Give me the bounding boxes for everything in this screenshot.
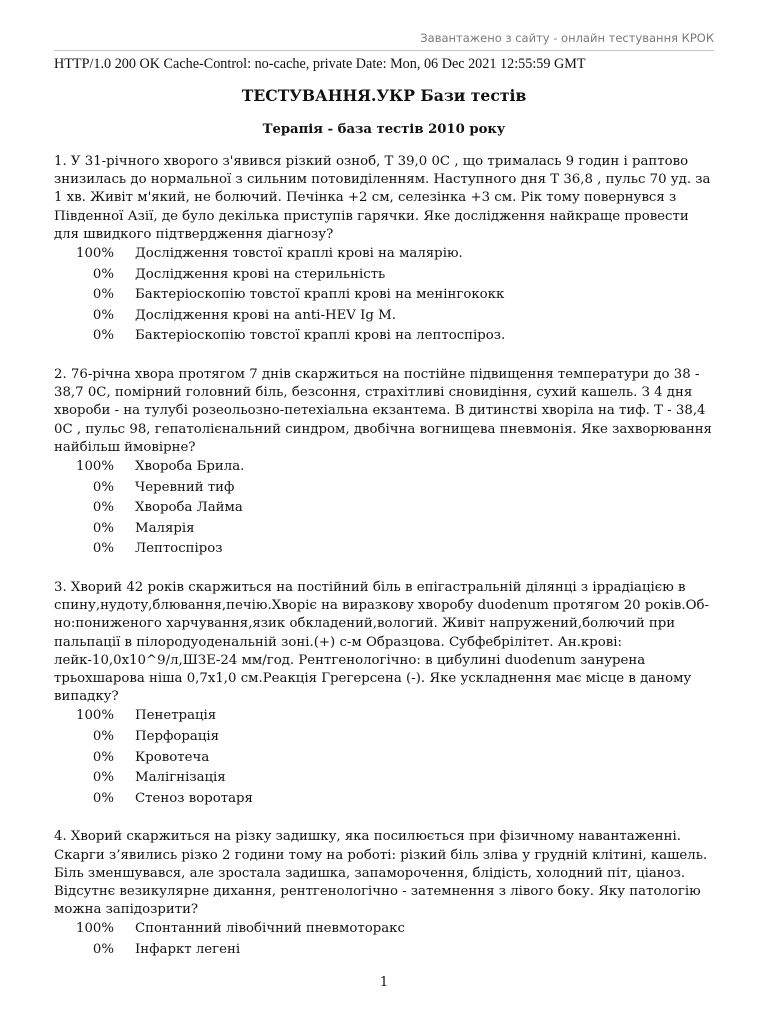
answer-percent: 100% xyxy=(75,246,114,262)
answer-percent: 0% xyxy=(92,941,114,957)
question-text: 4. Хворий скаржиться на різку задишку, яка посилюється при фізичному навантаженні. Скарги з’явились різко 2 години тому на роботі: різкий біль зліва у грудній клітині, кашель. Біль зменшувався, але зростала задишка, запаморочення, блідість, холодний піт, ціаноз. Відсутнє везикулярне дихання, рентгенологічно - затемнення з лівого боку. Яку патологію можна запідозрити? xyxy=(54,829,708,918)
answer-text: Черевний тиф xyxy=(135,479,235,495)
question-list xyxy=(54,153,716,980)
answer-percent: 0% xyxy=(92,307,114,323)
answer-option xyxy=(54,498,716,519)
answer-percent: 100% xyxy=(75,459,114,474)
answer-option xyxy=(54,265,716,286)
question-text: 2. 76-річна хвора протягом 7 днів скаржиться на постійне підвищення температури до 38 - 38,7 0С, помірний головний біль, безсоння, страхітливі сновидіння, сухий кашель. З 4 дня хвороби - на тулубі розеольозно-петехіальна екзантема. В дитинстві хворіла на тиф. Т - 38,4 0С , пульс 98, гепатолієнальний синдром, двобічна вогнищева пневмонія. Яке захворювання найбільш ймовірне? xyxy=(54,366,712,455)
answer-percent: 0% xyxy=(92,328,114,344)
question-text: 3. Хворий 42 років скаржиться на постійний біль в епігастральній ділянці з іррадіацією в спину,нудоту,блювання,печію.Хворіє на виразкову хворобу duodenum протягом 20 років.Об-но:пониженого харчування,язик обкладений,вологий. Живіт напружений,болючий при пальпації в пілородуоденальній зоні.(+) с-м Образцова. Субфебрілітет. Ан.крові: лейк-10,0х10^9/л,ШЗЕ-24 мм/год. Рентгенологічно: в цибулині duodenum занурена трьохшарова ніша 0,7х1,0 см.Реакція Грегерсена (-). Яке ускладнення має місце в даному випадку? xyxy=(54,579,710,705)
answer-option xyxy=(54,940,716,961)
question-4 xyxy=(54,828,716,960)
answer-option xyxy=(54,244,716,265)
answer-option xyxy=(54,457,716,478)
answer-option xyxy=(54,768,716,789)
answer-option xyxy=(54,706,716,727)
question-text: 1. У 31-річного хворого з'явився різкий озноб, Т 39,0 0С , що трималась 9 годин і раптово знизилась до нормальної з сильним потовиділенням. Наступного дня Т 36,8 , пульс 70 уд. за 1 хв. Живіт м'який, не болючий. Печінка +2 см, селезінка +3 см. Рік тому повернувся з Південної Азії, де було декілька приступів гарячки. Яке дослідження найкраще провести для швидкого підтвердження діагнозу? xyxy=(54,154,711,242)
answer-percent: 0% xyxy=(92,287,114,303)
header-divider xyxy=(54,50,714,51)
answer-percent: 0% xyxy=(92,479,114,495)
answer-text: Лептоспіроз xyxy=(135,541,223,557)
answer-option xyxy=(54,285,716,306)
answer-text: Дослідження крові на anti-HEV Ig M. xyxy=(135,307,396,323)
answer-text: Дослідження товстої краплі крові на малярію. xyxy=(135,246,463,262)
answer-option xyxy=(54,519,716,540)
answer-text: Бактеріоскопію товстої краплі крові на лептоспіроз. xyxy=(135,328,506,344)
page-title: ТЕСТУВАННЯ.УКР Бази тестів xyxy=(241,86,527,105)
answer-text: Хвороба Брила. xyxy=(135,459,245,474)
page-number: 1 xyxy=(379,975,389,990)
answer-text: Інфаркт легені xyxy=(135,941,241,957)
answer-text: Хвороба Лайма xyxy=(135,500,243,516)
http-header-line: HTTP/1.0 200 OK Cache-Control: no-cache, private Date: Mon, 06 Dec 2021 12:55:59 GMT xyxy=(54,56,586,72)
answer-text: Стеноз воротаря xyxy=(135,790,253,806)
answer-text: Кровотеча xyxy=(135,749,210,765)
answer-percent: 0% xyxy=(92,749,114,765)
question-2 xyxy=(54,366,716,560)
source-note: Завантажено з сайту - онлайн тестування КРОК xyxy=(420,31,714,45)
answer-option xyxy=(54,478,716,499)
answer-option xyxy=(54,326,716,347)
answer-text: Дослідження крові на стерильність xyxy=(135,266,386,282)
answer-percent: 100% xyxy=(75,921,114,937)
question-3 xyxy=(54,579,716,809)
answer-percent: 100% xyxy=(75,708,114,724)
answer-option xyxy=(54,789,716,810)
answer-percent: 0% xyxy=(92,541,114,557)
answer-text: Малігнізація xyxy=(135,770,226,786)
answer-option xyxy=(54,919,716,940)
answer-option xyxy=(54,539,716,560)
page-subtitle: Терапія - база тестів 2010 року xyxy=(262,122,506,137)
answer-text: Перфорація xyxy=(135,728,220,744)
answer-text: Бактеріоскопію товстої краплі крові на менінгококк xyxy=(135,287,505,303)
answer-option xyxy=(54,748,716,769)
answer-option xyxy=(54,727,716,748)
answer-percent: 0% xyxy=(92,770,114,786)
answer-option xyxy=(54,306,716,327)
answer-percent: 0% xyxy=(92,266,114,282)
answer-percent: 0% xyxy=(92,728,114,744)
answer-percent: 0% xyxy=(92,500,114,516)
answer-percent: 0% xyxy=(92,790,114,806)
answer-text: Спонтанний лівобічний пневмоторакс xyxy=(135,921,405,937)
answer-percent: 0% xyxy=(92,520,114,536)
answer-text: Малярія xyxy=(135,520,195,536)
question-1 xyxy=(54,153,716,347)
answer-text: Пенетрація xyxy=(135,708,217,724)
